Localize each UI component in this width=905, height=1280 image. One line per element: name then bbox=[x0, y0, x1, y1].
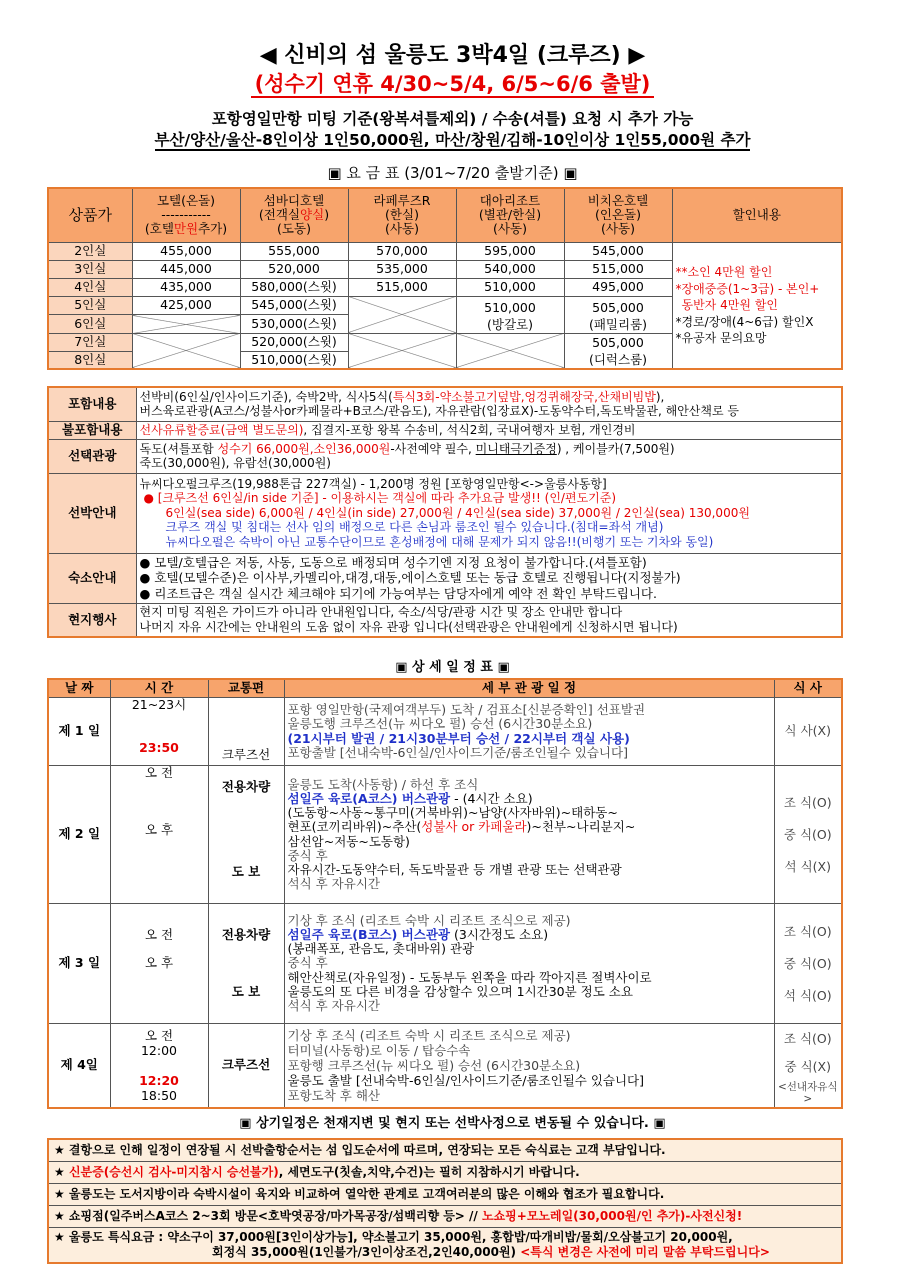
col-motel-note-b: 만원 bbox=[173, 221, 199, 237]
col-beachon-area: (사동) bbox=[601, 221, 635, 237]
id-card-notice: 신분증(승선시 검사-미지참시 승선불가) bbox=[68, 1165, 279, 1179]
detail-line: 자유시간-도동약수터, 독도박물관 등 개별 관광 또는 선택관광 bbox=[287, 861, 622, 877]
col-sumbody bbox=[240, 188, 348, 242]
col-daea bbox=[456, 188, 564, 242]
col-motel bbox=[132, 188, 240, 242]
day-4-meals bbox=[774, 1024, 842, 1108]
day-1-transport: 크루즈선 bbox=[208, 698, 284, 766]
row-label: 4인실 bbox=[48, 278, 132, 296]
day-4-detail bbox=[284, 1024, 774, 1108]
day-3-times bbox=[110, 904, 208, 1024]
detail-line: 기상 후 조식 (리조트 숙박 시 리조트 조식으로 제공) bbox=[287, 1027, 571, 1043]
shuttle-surcharge-text: 부산/양산/울산-8인이상 1인50,000원, 마산/창원/김해-10인이상 1인55,000원 추가 bbox=[154, 131, 751, 149]
exclude-label: 불포함내용 bbox=[48, 421, 136, 439]
price-cell: 520,000 bbox=[240, 260, 348, 278]
col-sumbody-name: 섬바디호텔 bbox=[263, 193, 325, 209]
exclude-content bbox=[136, 421, 842, 439]
temple-option: 성불사 or 카페울라 bbox=[421, 819, 527, 835]
detail-line: 포항 영일만항(국제여객부두) 도착 / 검표소[신분증확인] 선표발권 bbox=[287, 702, 646, 718]
row-label: 8인실 bbox=[48, 351, 132, 369]
info-table bbox=[47, 386, 843, 638]
route-text: 현포(코끼리바위)~추산( bbox=[287, 819, 422, 835]
schedule-table bbox=[47, 678, 843, 1109]
meal: 조 식(O) bbox=[783, 1031, 832, 1047]
note-4 bbox=[48, 1206, 842, 1228]
discount-line: **소인 4만원 할인 bbox=[675, 265, 773, 279]
detail-line: 중식 후 bbox=[287, 955, 328, 971]
day-4-label: 제 4일 bbox=[48, 1024, 110, 1108]
option-text: 독도(셔틀포함 bbox=[139, 441, 218, 456]
duration: (3시간정도 소요) bbox=[449, 926, 549, 942]
price-cell: 535,000 bbox=[348, 260, 456, 278]
local-label: 현지행사 bbox=[48, 603, 136, 637]
dokdo-price: 성수기 66,000원,소인36,000원 bbox=[217, 441, 391, 456]
discount-line: *경로/장애(4~6급) 할인X bbox=[675, 314, 814, 329]
price-table bbox=[47, 187, 843, 370]
col-daea-type: (별관/한실) bbox=[478, 207, 542, 223]
time: 12:00 bbox=[140, 1042, 178, 1058]
col-discount: 할인내용 bbox=[672, 188, 842, 242]
col-laperouse-type: (한실) bbox=[385, 207, 419, 223]
ship-line: 뉴씨다오펄은 숙박이 아닌 교통수단이므로 혼성배정에 대해 문제가 되지 않음!!(비행기 또는 기차와 동일) bbox=[165, 534, 714, 549]
price-cell-deluxe bbox=[564, 333, 672, 369]
note-1 bbox=[48, 1139, 842, 1162]
exclude-text: , 집결지-포항 왕복 수송비, 석식2회, 국내여행자 보험, 개인경비 bbox=[303, 422, 636, 437]
discount-line: *유공자 문의요망 bbox=[675, 331, 767, 345]
price-cell: 540,000 bbox=[456, 260, 564, 278]
time: 오 전 bbox=[144, 765, 174, 780]
detail-line: 석식 후 자유시간 bbox=[287, 998, 380, 1013]
stay-label: 숙소안내 bbox=[48, 553, 136, 603]
note-text: 회정식 35,000원(1인불가/3인이상조건,2인40,000원) bbox=[212, 1245, 521, 1259]
detail-line: 포항행 크루즈선(뉴 씨다오 펄) 승선 (6시간30분소요) bbox=[287, 1057, 581, 1073]
duration: - (4시간 소요) bbox=[450, 790, 533, 806]
note-5 bbox=[48, 1228, 842, 1264]
day-2-label: 제 2 일 bbox=[48, 766, 110, 904]
day-3-meals bbox=[774, 904, 842, 1024]
header-meal: 식 사 bbox=[774, 679, 842, 698]
note-text: ★ 결항으로 인해 일정이 연장될 시 선박출항순서는 섬 입도순서에 따르며, 연장되는 모든 숙식료는 고객 부담입니다. bbox=[54, 1143, 666, 1157]
price-cell-family bbox=[564, 296, 672, 333]
meal: 석 식(X) bbox=[784, 858, 831, 874]
col-beachon bbox=[564, 188, 672, 242]
header-time: 시 간 bbox=[110, 679, 208, 698]
discount-line: *장애중증(1~3급) - 본인+ bbox=[675, 281, 820, 296]
note-text: ★ 울릉도는 도서지방이라 숙박시설이 육지와 비교하여 열악한 관계로 고객여러분의 많은 이해와 협조가 필요합니다. bbox=[54, 1187, 665, 1201]
detail-line: (도동항~사동~통구미(거북바위)~남양(사자바위)~태하동~ bbox=[287, 805, 618, 821]
meal: 중 식(O) bbox=[783, 955, 832, 971]
day-1-times bbox=[110, 698, 208, 766]
price-cell: 495,000 bbox=[564, 278, 672, 296]
schedule-title: ▣ 상 세 일 정 표 ▣ bbox=[395, 660, 510, 675]
col-motel-name: 모텔(온돌) bbox=[156, 193, 216, 209]
time: 21~23시 bbox=[131, 697, 187, 712]
day-3-transport bbox=[208, 904, 284, 1024]
season-dates: (성수기 연휴 4/30~5/4, 6/5~6/6 출발) bbox=[251, 72, 655, 98]
row-label: 2인실 bbox=[48, 242, 132, 260]
special-meals: 특식3회-약소불고기덮밥,엉겅퀴해장국,산채비빔밥 bbox=[392, 389, 656, 404]
row-label: 6인실 bbox=[48, 315, 132, 334]
col-laperouse-area: (사동) bbox=[385, 221, 419, 237]
detail-line: (봉래폭포, 관음도, 촛대바위) 관광 bbox=[287, 941, 475, 957]
no-shopping-option: 노쇼핑+모노레일(30,000원/인 추가)-사전신청! bbox=[481, 1209, 743, 1223]
detail-line: 해안산책로(자유일정) - 도동부두 왼쪽을 따라 깍아지른 절벽사이로 bbox=[287, 969, 652, 985]
option-label: 선택관광 bbox=[48, 439, 136, 473]
header-detail: 세 부 관 광 일 정 bbox=[284, 679, 774, 698]
stay-line: ● 모텔/호텔급은 저동, 사동, 도동으로 배정되며 성수기엔 지정 요청이 불가합니다.(셔틀포함) bbox=[139, 554, 647, 570]
price-cell-unavailable bbox=[132, 315, 240, 334]
price-cell-unavailable bbox=[456, 333, 564, 369]
course-b: 섬일주 육로(B코스) 버스관광 bbox=[287, 926, 450, 942]
price-cell: 455,000 bbox=[132, 242, 240, 260]
meal: 중 식(O) bbox=[783, 826, 832, 842]
ship-line: 뉴씨다오펄크루즈(19,988톤급 227객실) - 1,200명 정원 [포항영일만항<->울릉사동항] bbox=[139, 476, 607, 491]
price-cell: 570,000 bbox=[348, 242, 456, 260]
day-2-meals bbox=[774, 766, 842, 904]
time: 18:50 bbox=[140, 1087, 178, 1103]
detail-line: 터미널(사동항)로 이동 / 탑승수속 bbox=[287, 1042, 471, 1058]
price-cell-unavailable bbox=[132, 333, 240, 369]
note-text: ★ bbox=[54, 1165, 69, 1179]
col-motel-divider: ----------- bbox=[161, 207, 211, 223]
time: 오 전 bbox=[144, 926, 174, 942]
day-1-detail bbox=[284, 698, 774, 766]
day-1-label: 제 1 일 bbox=[48, 698, 110, 766]
route-text: )~천부~나리분지~ bbox=[526, 819, 636, 835]
detail-line: 포항도착 후 해산 bbox=[287, 1087, 380, 1103]
price-cell-unavailable bbox=[348, 333, 456, 369]
col-beachon-type: (인온돌) bbox=[595, 207, 641, 223]
time: 23:50 bbox=[139, 739, 179, 755]
detail-line: 석식 후 자유시간 bbox=[287, 876, 380, 892]
col-motel-note-a: (호텔 bbox=[144, 221, 174, 237]
price-family-value: 505,000 bbox=[592, 299, 644, 315]
ship-line: 크루즈 객실 및 침대는 선사 임의 배정으로 다른 손님과 룸조인 될수 있습니다.(침대=좌석 개념) bbox=[165, 520, 664, 535]
day-2-detail bbox=[284, 766, 774, 904]
price-cell: 435,000 bbox=[132, 278, 240, 296]
price-bungalow-label: (방갈로) bbox=[487, 316, 533, 332]
local-content bbox=[136, 603, 842, 637]
course-a: 섬일주 육로(A코스) 버스관광 bbox=[287, 790, 451, 806]
fuel-surcharge: 선사유류할증료(금액 별도문의) bbox=[139, 422, 304, 437]
meal: 중 식(X) bbox=[784, 1059, 831, 1075]
meeting-notice: 포항영일만항 미팅 기준(왕복셔틀제외) / 수송(셔틀) 요청 시 추가 가능 bbox=[211, 110, 694, 128]
discount-info bbox=[672, 242, 842, 369]
include-line-1 bbox=[140, 390, 839, 405]
ship-line: ● [크루즈선 6인실/in side 기준] - 이용하시는 객실에 따라 추가요금 발생!! (인/편도기준) bbox=[143, 491, 617, 506]
price-cell: 520,000(스윗) bbox=[240, 333, 348, 351]
include-text: 선박비(6인실/인사이드기준), 숙박2박, 식사5식( bbox=[139, 389, 393, 404]
stay-line: ● 리조트급은 객실 실시간 체크해야 되기에 가능여부는 담당자에게 예약 전 확인 부탁드립니다. bbox=[139, 585, 657, 601]
price-deluxe-label: (디럭스룸) bbox=[588, 351, 648, 367]
include-content bbox=[136, 387, 842, 421]
col-laperouse-name: 라페루즈R bbox=[373, 193, 431, 209]
price-cell-bungalow bbox=[456, 296, 564, 333]
detail-line: 울릉도 도착(사동항) / 하선 후 조식 bbox=[287, 776, 479, 792]
price-bungalow-value: 510,000 bbox=[484, 299, 536, 315]
price-cell: 510,000(스윗) bbox=[240, 351, 348, 369]
detail-line: 울릉도의 또 다른 비경을 감상할수 있으며 1시간30분 정도 소요 bbox=[287, 983, 633, 999]
day-3-detail bbox=[284, 904, 774, 1024]
detail-line: 삼선암~저동~도동항) bbox=[287, 833, 410, 849]
detail-line bbox=[288, 928, 771, 942]
include-line-2: 버스육로관광(A코스/성불사or카페물라+B코스/관음도), 자유관람(입장료X)-도동약수터,독도박물관, 해안산책로 등 bbox=[139, 404, 739, 419]
option-line-1 bbox=[140, 442, 839, 457]
transport: 도 보 bbox=[231, 983, 261, 999]
price-cell: 545,000 bbox=[564, 242, 672, 260]
col-motel-note-c: 추가) bbox=[198, 221, 228, 237]
option-content bbox=[136, 439, 842, 473]
col-sumbody-type-c: ) bbox=[324, 207, 330, 223]
note-2 bbox=[48, 1162, 842, 1184]
stay-line: ● 호텔(모텔수준)은 이사부,카멜리아,대경,대동,에이스호텔 또는 동급 호텔로 진행됩니다(지정불가) bbox=[139, 570, 681, 586]
detail-line bbox=[288, 820, 771, 834]
note-text: , 세면도구(칫솔,치약,수건)는 필히 지참하시기 바랍니다. bbox=[278, 1165, 580, 1179]
detail-line: (21시부터 발권 / 21시30분부터 승선 / 22시부터 객실 사용) bbox=[287, 730, 630, 746]
transport: 도 보 bbox=[231, 864, 261, 880]
day-3-label: 제 3 일 bbox=[48, 904, 110, 1024]
include-text: ), bbox=[655, 389, 665, 404]
detail-line: 기상 후 조식 (리조트 숙박 시 리조트 조식으로 제공) bbox=[287, 912, 571, 928]
ship-line: 6인실(sea side) 6,000원 / 4인실(in side) 27,000원 / 4인실(sea side) 37,000원 / 2인실(sea) 130,000원 bbox=[165, 505, 750, 520]
price-cell: 515,000 bbox=[348, 278, 456, 296]
price-cell: 580,000(스윗) bbox=[240, 278, 348, 296]
col-daea-name: 대아리조트 bbox=[479, 193, 541, 209]
note-text: ★ 쇼핑점(일주버스A코스 2~3회 방문<호박엿공장/마가목공장/섬백리향 등> // bbox=[54, 1209, 482, 1223]
price-cell-unavailable bbox=[348, 296, 456, 333]
include-label: 포함내용 bbox=[48, 387, 136, 421]
option-text: -사전예약 필수, bbox=[390, 441, 476, 456]
price-cell: 425,000 bbox=[132, 296, 240, 315]
time: 12:20 bbox=[139, 1072, 179, 1088]
discount-line: 동반자 4만원 할인 bbox=[681, 298, 778, 312]
row-label: 3인실 bbox=[48, 260, 132, 278]
meal: 석 식(O) bbox=[783, 987, 832, 1003]
meal: 조 식(O) bbox=[783, 794, 832, 810]
transport: 전용차량 bbox=[221, 779, 271, 795]
price-corner: 상품가 bbox=[48, 188, 132, 242]
notes-table bbox=[47, 1138, 843, 1264]
shuttle-surcharge bbox=[0, 128, 905, 150]
price-cell: 510,000 bbox=[456, 278, 564, 296]
col-sumbody-type-a: (전객실 bbox=[258, 207, 301, 223]
detail-line: 중식 후 bbox=[287, 847, 328, 863]
price-family-label: (패밀리룸) bbox=[588, 316, 648, 332]
day-2-times bbox=[110, 766, 208, 904]
header-transport: 교통편 bbox=[208, 679, 284, 698]
col-motel-note bbox=[136, 222, 237, 236]
detail-line: 울릉도 출발 [선내숙박-6인실/인사이드기준/룸조인될수 있습니다] bbox=[287, 1072, 645, 1088]
price-cell: 515,000 bbox=[564, 260, 672, 278]
row-label: 5인실 bbox=[48, 296, 132, 315]
page-subtitle bbox=[0, 68, 905, 98]
page-title: ◀ 신비의 섬 울릉도 3박4일 (크루즈) ▶ bbox=[259, 43, 646, 68]
price-cell: 530,000(스윗) bbox=[240, 315, 348, 334]
flag-gift: 미니태극기증정 bbox=[475, 441, 557, 456]
price-cell: 445,000 bbox=[132, 260, 240, 278]
meal: <선내자유식> bbox=[777, 1081, 838, 1106]
col-sumbody-type-b: 양실 bbox=[300, 207, 325, 223]
local-line: 나머지 자유 시간에는 안내원의 도움 없이 자유 관광 입니다(선택관광은 안내원에게 신청하시면 됩니다) bbox=[139, 619, 678, 634]
price-cell: 545,000(스윗) bbox=[240, 296, 348, 315]
note-text: ★ 울릉도 특식요금 : 약소구이 37,000원[3인이상가능], 약소불고기 35,000원, 홍합밥/따개비밥/물회/오삼불고기 20,000원, bbox=[54, 1230, 733, 1244]
detail-line: 울릉도행 크루즈선(뉴 씨다오 펄) 승선 (6시간30분소요) bbox=[287, 716, 593, 732]
detail-line bbox=[288, 792, 771, 806]
col-daea-area: (사동) bbox=[493, 221, 527, 237]
col-laperouse bbox=[348, 188, 456, 242]
transport: 전용차량 bbox=[221, 926, 271, 942]
note-text-cont bbox=[54, 1245, 836, 1260]
time: 오 후 bbox=[144, 821, 174, 837]
col-sumbody-area: (도동) bbox=[277, 221, 311, 237]
detail-line: 포항출발 [선내숙박-6인실/인사이드기준/룸조인될수 있습니다] bbox=[287, 744, 628, 760]
price-deluxe-value: 505,000 bbox=[592, 334, 644, 350]
ship-label: 선박안내 bbox=[48, 473, 136, 553]
day-4-transport: 크루즈선 bbox=[208, 1024, 284, 1108]
option-text: ) , 케이블카(7,500원) bbox=[556, 441, 675, 456]
row-label: 7인실 bbox=[48, 333, 132, 351]
time: 오 전 bbox=[144, 1027, 174, 1043]
schedule-footer: ▣ 상기일정은 천재지변 및 현지 또는 선박사정으로 변동될 수 있습니다. ▣ bbox=[239, 1116, 666, 1131]
price-cell: 555,000 bbox=[240, 242, 348, 260]
col-beachon-name: 비치온호텔 bbox=[587, 193, 649, 209]
price-cell: 595,000 bbox=[456, 242, 564, 260]
price-section-title: ▣ 요 금 표 (3/01~7/20 출발기준) ▣ bbox=[327, 164, 578, 182]
day-4-times bbox=[110, 1024, 208, 1108]
col-sumbody-type bbox=[244, 208, 345, 222]
note-3 bbox=[48, 1184, 842, 1206]
special-meal-notice: <특식 변경은 사전에 미리 말씀 부탁드립니다> bbox=[520, 1245, 770, 1259]
ship-content bbox=[136, 473, 842, 553]
day-1-meals: 식 사(X) bbox=[774, 698, 842, 766]
local-line: 현지 미팅 직원은 가이드가 아니라 안내원입니다, 숙소/식당/관광 시간 및 장소 안내만 합니다 bbox=[139, 605, 623, 620]
header-date: 날 짜 bbox=[48, 679, 110, 698]
time: 오 후 bbox=[144, 955, 174, 971]
day-2-transport bbox=[208, 766, 284, 904]
stay-content bbox=[136, 553, 842, 603]
option-line-2: 죽도(30,000원), 유람선(30,000원) bbox=[139, 456, 331, 470]
meal: 조 식(O) bbox=[783, 923, 832, 939]
